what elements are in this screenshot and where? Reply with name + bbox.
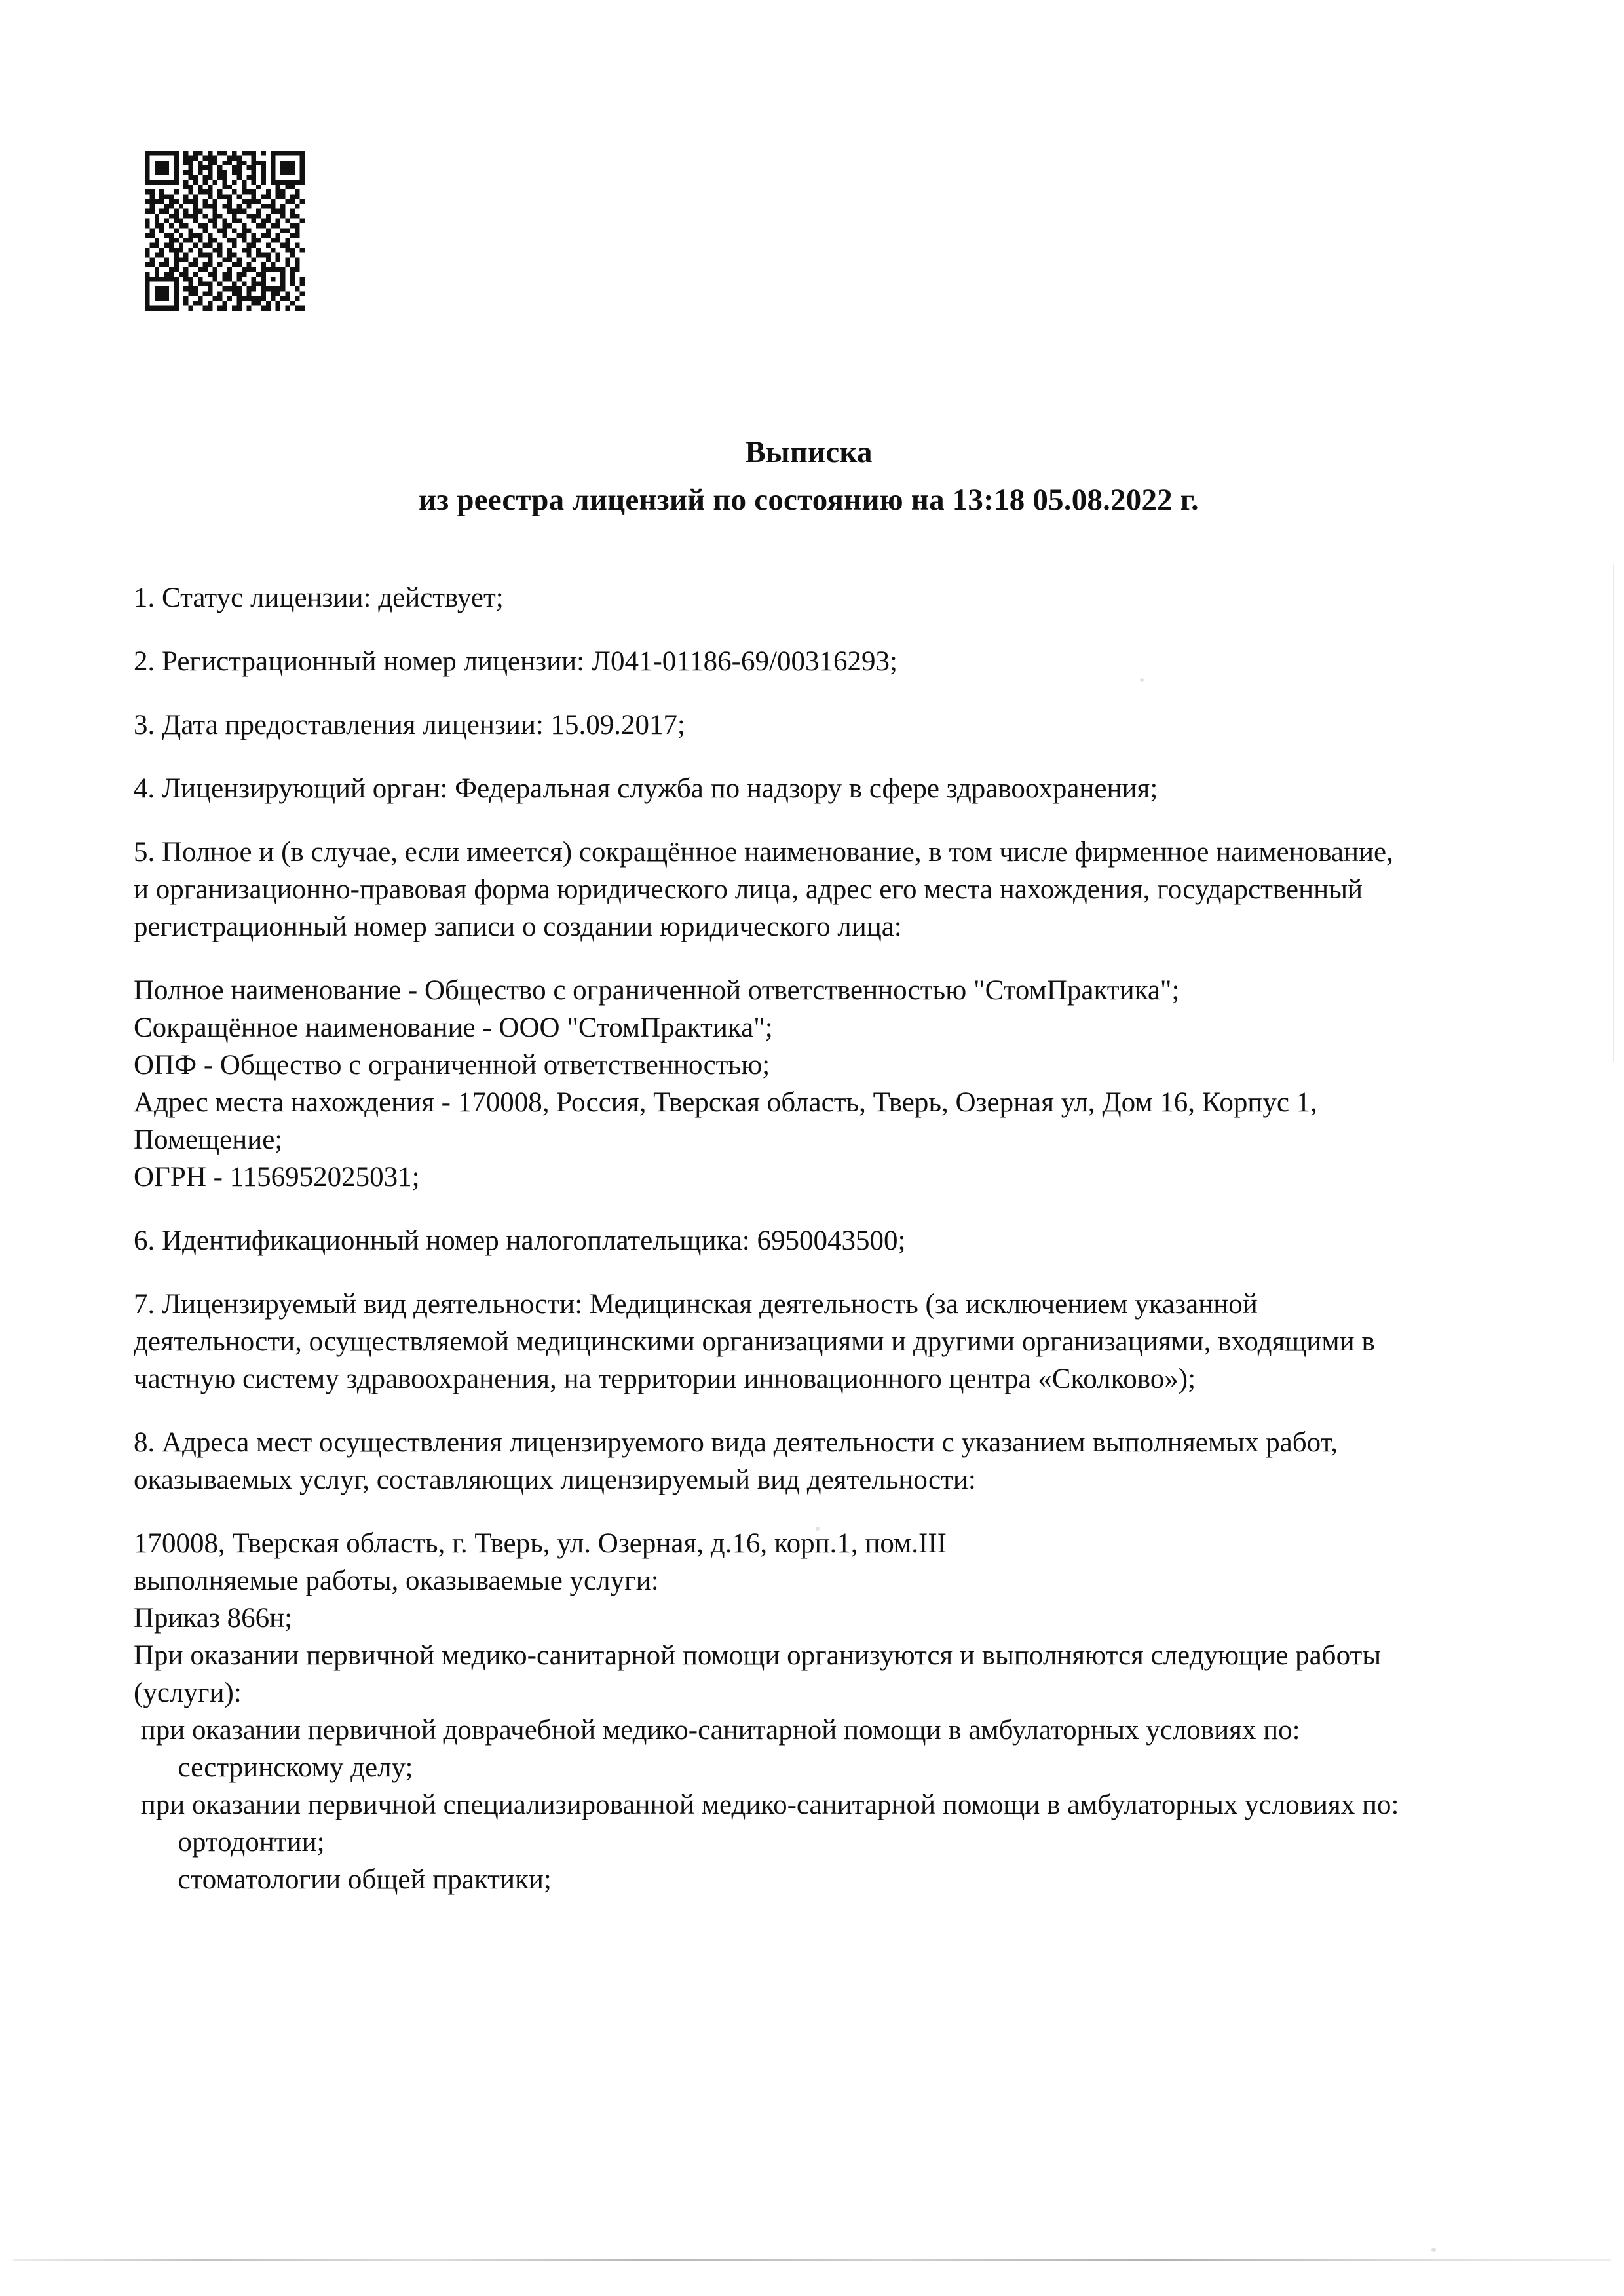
- document-body: [134, 579, 1405, 1924]
- activity-order-number: Приказ 866н;: [134, 1603, 293, 1634]
- entity-legal-form: ОПФ - Общество с ограниченной ответственностью;: [134, 1050, 770, 1081]
- activity-specialized-care: при оказании первичной специализированной медико-санитарной помощи в амбулаторных условиях по:: [134, 1789, 1399, 1820]
- entity-short-name: Сокращённое наименование - ООО "СтомПрактика";: [134, 1012, 773, 1043]
- item-4-licensing-authority: 4. Лицензирующий орган: Федеральная служба по надзору в сфере здравоохранения;: [134, 773, 1158, 804]
- activity-prehospital-care: при оказании первичной доврачебной медико-санитарной помощи в амбулаторных условиях по:: [134, 1715, 1300, 1746]
- title-line-1: Выписка: [745, 435, 873, 469]
- activity-nursing: сестринскому делу;: [164, 1752, 413, 1783]
- qr-code: [142, 151, 307, 311]
- scan-edge-bottom: [13, 2259, 1611, 2261]
- item-3-issue-date: 3. Дата предоставления лицензии: 15.09.2017;: [134, 710, 685, 740]
- activity-details-block: [134, 1525, 1405, 1898]
- activity-general-dentistry: стоматологии общей практики;: [164, 1864, 552, 1895]
- item-8-activity-addresses-heading: 8. Адреса мест осуществления лицензируемого вида деятельности с указанием выполняемых работ, оказываемых услуг, составляющих лицензируемый вид деятельности:: [134, 1427, 1345, 1495]
- activity-orthodontics: ортодонтии;: [164, 1827, 325, 1858]
- entity-full-name: Полное наименование - Общество с ограниченной ответственностью "СтомПрактика";: [134, 975, 1180, 1006]
- activity-works-label: выполняемые работы, оказываемые услуги:: [134, 1565, 659, 1596]
- item-2-registration-number: 2. Регистрационный номер лицензии: Л041-01186-69/00316293;: [134, 646, 897, 677]
- item-6-inn: 6. Идентификационный номер налогоплательщика: 6950043500;: [134, 1225, 906, 1256]
- activity-address: 170008, Тверская область, г. Тверь, ул. Озерная, д.16, корп.1, пом.III: [134, 1528, 947, 1559]
- entity-details-block: [134, 972, 1405, 1196]
- item-5-entity-names-heading: 5. Полное и (в случае, если имеется) сокращённое наименование, в том числе фирменное наименование, и организационно-правовая форма юридического лица, адрес его места нахождения, государственный регистрационный номер записи о создании юридического лица:: [134, 837, 1401, 942]
- item-7-licensed-activity: 7. Лицензируемый вид деятельности: Медицинская деятельность (за исключением указанной деятельности, осуществляемой медицинскими организациями и другими организациями, входящими в частную систему здравоохранения, на территории инновационного центра «Сколково»);: [134, 1289, 1382, 1394]
- activity-primary-care-intro: При оказании первичной медико-санитарной помощи организуются и выполняются следующие работы (услуги):: [134, 1640, 1388, 1708]
- scan-speck: [816, 1527, 820, 1531]
- entity-address: Адрес места нахождения - 170008, Россия, Тверская область, Тверь, Озерная ул, Дом 16, Корпус 1, Помещение;: [134, 1087, 1325, 1155]
- page-title: [0, 432, 1624, 520]
- scan-speck: [1431, 2248, 1436, 2252]
- entity-ogrn: ОГРН - 1156952025031;: [134, 1162, 420, 1193]
- title-line-2: из реестра лицензий по состоянию на 13:18 05.08.2022 г.: [419, 483, 1199, 517]
- item-1-license-status: 1. Статус лицензии: действует;: [134, 583, 504, 613]
- scan-speck: [1140, 678, 1144, 682]
- scan-edge-right: [1613, 564, 1614, 1062]
